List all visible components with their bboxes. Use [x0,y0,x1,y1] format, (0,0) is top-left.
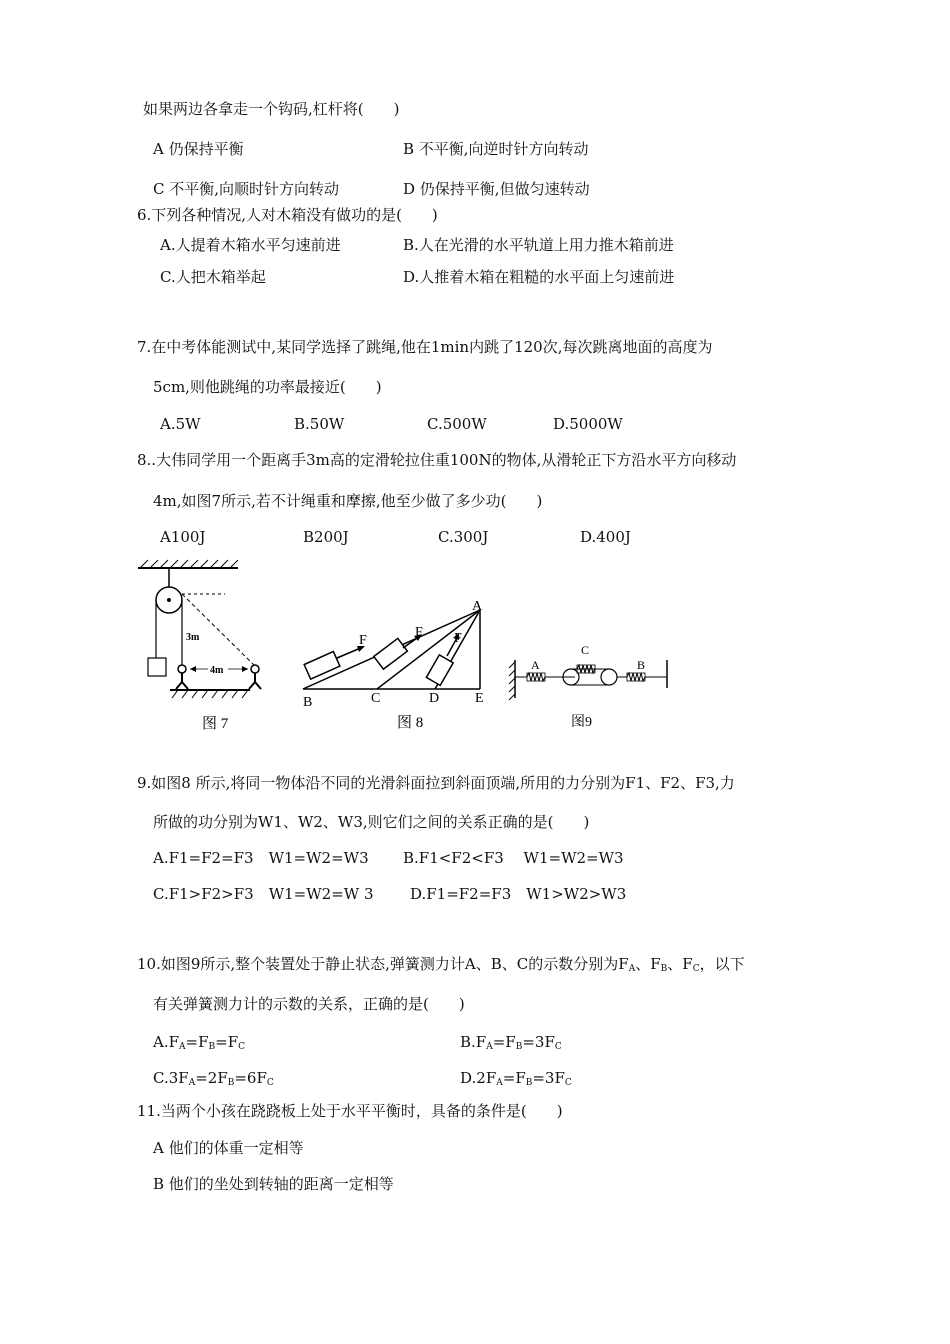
q9-stem-line2: 所做的功分别为W1、W2、W3,则它们之间的关系正确的是( ) [153,813,590,831]
fig8-point-d: D [429,691,440,706]
figure-9 [505,640,675,735]
q7-option-b: B.50W [294,415,345,433]
q11-option-b: B 他们的坐处到转轴的距离一定相等 [153,1175,394,1193]
q10-stem-line2: 有关弹簧测力计的示数的关系，正确的是( ) [153,995,465,1013]
fig8-point-c: C [371,691,381,706]
figure-8 [295,598,495,738]
q5-option-c: C 不平衡,向顺时针方向转动 [153,180,340,198]
q7-option-a: A.5W [160,415,201,433]
q10-option-c: $C.3F_A=2F_B=6F_C$ [153,1069,274,1088]
q6-stem: 6.下列各种情况,人对木箱没有做功的是( ) [137,206,438,224]
fig7-distance-label: 4m [210,665,224,676]
fig8-force-3: F [454,631,462,646]
q5-option-d: D 仍保持平衡,但做匀速转动 [403,180,590,198]
q10-option-a: $A.F_A=F_B=F_C$ [153,1033,246,1052]
fig8-point-a: A [472,599,483,614]
fig7-height-label: 3m [186,632,200,643]
fig9-caption: 图9 [571,715,592,730]
q9-option-d: D.F1=F2=F3 W1>W2>W3 [410,885,627,903]
fig8-point-b: B [303,695,313,710]
fig7-caption: 图 7 [202,716,229,732]
fig9-label-a: A [531,658,540,672]
figure-7 [130,558,250,738]
q8-option-c: C.300J [438,528,489,546]
fig9-label-b: B [637,658,646,672]
fig7-person-right [249,665,261,689]
q8-option-d: D.400J [580,528,631,546]
q6-option-c: C.人把木箱举起 [160,268,266,286]
q8-stem-line2: 4m,如图7所示,若不计绳重和摩擦,他至少做了多少功( ) [153,492,543,510]
q5-option-b: B 不平衡,向逆时针方向转动 [403,140,589,158]
fig7-person-left [176,665,188,689]
q6-option-a: A.人提着木箱水平匀速前进 [160,236,341,254]
q9-option-b: B.F1<F2<F3 W1=W2=W3 [403,849,624,867]
q8-option-b: B200J [303,528,349,546]
q11-stem: 11.当两个小孩在跷跷板上处于水平平衡时，具备的条件是( ) [137,1102,563,1120]
q10-option-d: $D.2F_A=F_B=3F_C$ [460,1069,572,1088]
q9-stem-line1: 9.如图8 所示,将同一物体沿不同的光滑斜面拉到斜面顶端,所用的力分别为F1、F2、F3,力 [137,774,735,792]
fig8-caption: 图 8 [397,715,424,731]
q7-option-d: D.5000W [553,415,623,433]
q5-stem: 如果两边各拿走一个钩码,杠杆将( ) [143,100,400,118]
q7-option-c: C.500W [427,415,487,433]
q8-option-a: A100J [160,528,206,546]
q9-option-c: C.F1>F2>F3 W1=W2=W 3 [153,885,374,903]
q7-stem-line2: 5cm,则他跳绳的功率最接近( ) [153,378,382,396]
q6-option-d: D.人推着木箱在粗糙的水平面上匀速前进 [403,268,675,286]
q5-option-a: A 仍保持平衡 [153,140,244,158]
fig8-force-1: F [359,633,367,648]
q10-stem-line1: 10.如图9所示,整个装置处于静止状态,弹簧测力计A、B、C的示数分别为$F_A$、$F_B$、$F_C$，以下 [137,955,745,974]
q9-option-a: A.F1=F2=F3 W1=W2=W3 [153,849,369,867]
q8-stem-line1: 8..大伟同学用一个距离手3m高的定滑轮拉住重100N的物体,从滑轮正下方沿水平方向移动 [137,451,737,469]
fig9-label-c: C [581,643,590,657]
q10-option-b: $B.F_A=F_B=3F_C$ [460,1033,562,1052]
q11-option-a: A 他们的体重一定相等 [153,1139,304,1157]
fig8-force-2: F [415,625,423,640]
fig8-point-e: E [475,691,484,706]
q6-option-b: B.人在光滑的水平轨道上用力推木箱前进 [403,236,674,254]
q7-stem-line1: 7.在中考体能测试中,某同学选择了跳绳,他在1min内跳了120次,每次跳离地面的高度为 [137,338,713,356]
